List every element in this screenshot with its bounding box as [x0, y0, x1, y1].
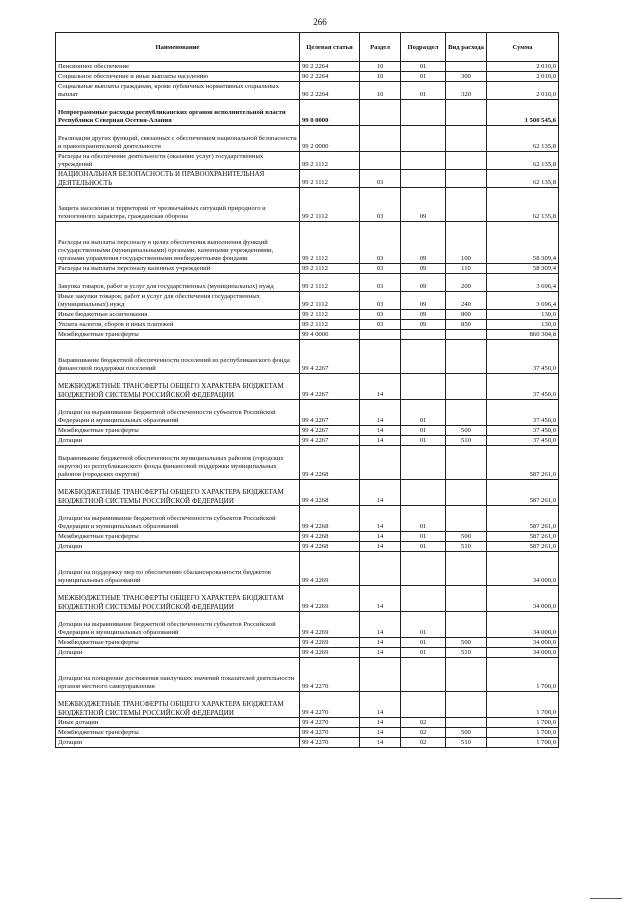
- row-subsection: [401, 126, 446, 152]
- row-target: 99 2 1112: [300, 264, 360, 274]
- row-section: [360, 552, 401, 586]
- row-expense-type: [446, 400, 487, 426]
- row-name: МЕЖБЮДЖЕТНЫЕ ТРАНСФЕРТЫ ОБЩЕГО ХАРАКТЕРА БЮДЖЕТАМ БЮДЖЕТНОЙ СИСТЕМЫ РОССИЙСКОЙ ФЕДЕРАЦИИ: [56, 692, 300, 718]
- row-subsection: [401, 374, 446, 400]
- row-name: МЕЖБЮДЖЕТНЫЕ ТРАНСФЕРТЫ ОБЩЕГО ХАРАКТЕРА БЮДЖЕТАМ БЮДЖЕТНОЙ СИСТЕМЫ РОССИЙСКОЙ ФЕДЕРАЦИИ: [56, 480, 300, 506]
- row-target: 99 4 2267: [300, 436, 360, 446]
- row-section: 10: [360, 62, 401, 72]
- row-section: 03: [360, 188, 401, 222]
- row-sum: 62 135,8: [487, 126, 559, 152]
- row-subsection: 01: [401, 612, 446, 638]
- row-name: Расходы на выплаты персоналу в целях обеспечения выполнения функций государственными (муниципальными) органами, казенными учреждениями, органами управления государственными внебюджетными фондами: [56, 222, 300, 264]
- row-sum: 34 000,0: [487, 648, 559, 658]
- row-section: 14: [360, 612, 401, 638]
- row-target: 99 4 2270: [300, 692, 360, 718]
- row-section: 03: [360, 310, 401, 320]
- row-subsection: 01: [401, 648, 446, 658]
- row-name: Защита населения и территории от чрезвычайных ситуаций природного и техногенного характера, гражданская оборона: [56, 188, 300, 222]
- row-sum: 1 700,0: [487, 718, 559, 728]
- row-name: МЕЖБЮДЖЕТНЫЕ ТРАНСФЕРТЫ ОБЩЕГО ХАРАКТЕРА БЮДЖЕТАМ БЮДЖЕТНОЙ СИСТЕМЫ РОССИЙСКОЙ ФЕДЕРАЦИИ: [56, 374, 300, 400]
- row-section: 14: [360, 374, 401, 400]
- row-target: 99 2 1112: [300, 188, 360, 222]
- row-expense-type: 500: [446, 426, 487, 436]
- row-section: 14: [360, 542, 401, 552]
- row-section: [360, 446, 401, 480]
- row-name: Дотации: [56, 648, 300, 658]
- header-row: [56, 33, 559, 62]
- row-section: 14: [360, 738, 401, 748]
- row-subsection: [401, 446, 446, 480]
- row-name: Дотации: [56, 436, 300, 446]
- row-name: МЕЖБЮДЖЕТНЫЕ ТРАНСФЕРТЫ ОБЩЕГО ХАРАКТЕРА БЮДЖЕТАМ БЮДЖЕТНОЙ СИСТЕМЫ РОССИЙСКОЙ ФЕДЕРАЦИИ: [56, 586, 300, 612]
- row-sum: 34 000,0: [487, 612, 559, 638]
- table-row: [56, 612, 559, 638]
- row-sum: 34 000,0: [487, 552, 559, 586]
- table-row: [56, 330, 559, 340]
- row-target: 99 2 1112: [300, 152, 360, 170]
- table-row: [56, 72, 559, 82]
- row-sum: 1 700,0: [487, 692, 559, 718]
- table-row: [56, 658, 559, 692]
- page-number: 266: [313, 17, 327, 27]
- row-sum: 37 450,0: [487, 426, 559, 436]
- row-subsection: 09: [401, 274, 446, 292]
- row-target: 99 4 2268: [300, 446, 360, 480]
- table-row: [56, 152, 559, 170]
- row-name: НАЦИОНАЛЬНАЯ БЕЗОПАСНОСТЬ И ПРАВООХРАНИТЕЛЬНАЯ ДЕЯТЕЛЬНОСТЬ: [56, 170, 300, 188]
- table-row: [56, 552, 559, 586]
- row-subsection: 01: [401, 532, 446, 542]
- row-sum: 2 010,0: [487, 62, 559, 72]
- table-row: [56, 170, 559, 188]
- table-row: [56, 292, 559, 310]
- row-subsection: 09: [401, 310, 446, 320]
- row-section: [360, 330, 401, 340]
- row-target: 90 2 2264: [300, 82, 360, 100]
- table-row: [56, 506, 559, 532]
- table-row: [56, 436, 559, 446]
- row-sum: 2 010,0: [487, 82, 559, 100]
- row-target: 99 4 2269: [300, 552, 360, 586]
- row-expense-type: [446, 506, 487, 532]
- row-expense-type: [446, 126, 487, 152]
- row-subsection: [401, 552, 446, 586]
- row-sum: 3 696,4: [487, 274, 559, 292]
- row-target: 99 4 2269: [300, 586, 360, 612]
- row-sum: 37 450,0: [487, 374, 559, 400]
- row-sum: 2 010,0: [487, 72, 559, 82]
- row-expense-type: 510: [446, 542, 487, 552]
- table-row: [56, 264, 559, 274]
- row-subsection: 02: [401, 738, 446, 748]
- row-section: 03: [360, 320, 401, 330]
- row-target: 99 4 2268: [300, 542, 360, 552]
- row-subsection: [401, 330, 446, 340]
- row-section: 14: [360, 718, 401, 728]
- row-sum: 58 309,4: [487, 222, 559, 264]
- row-name: Межбюджетные трансферты: [56, 330, 300, 340]
- row-subsection: 01: [401, 400, 446, 426]
- row-expense-type: [446, 100, 487, 126]
- row-name: Расходы на обеспечение деятельности (оказание услуг) государственных учреждений: [56, 152, 300, 170]
- row-expense-type: 100: [446, 222, 487, 264]
- row-subsection: [401, 152, 446, 170]
- row-name: Реализация других функций, связанных с обеспечением национальной безопасности и правоохранительной деятельности: [56, 126, 300, 152]
- row-subsection: 09: [401, 188, 446, 222]
- table-row: [56, 82, 559, 100]
- table-row: [56, 400, 559, 426]
- row-name: Дотации: [56, 542, 300, 552]
- row-target: 99 2 1112: [300, 170, 360, 188]
- row-sum: 587 261,0: [487, 480, 559, 506]
- table-row: [56, 374, 559, 400]
- row-target: 99 4 0000: [300, 330, 360, 340]
- row-name: Дотации на поддержку мер по обеспечению сбалансированности бюджетов муниципальных образований: [56, 552, 300, 586]
- row-target: 99 4 2267: [300, 374, 360, 400]
- row-expense-type: [446, 188, 487, 222]
- row-section: 14: [360, 506, 401, 532]
- table-row: [56, 100, 559, 126]
- row-expense-type: 500: [446, 638, 487, 648]
- budget-table: [55, 32, 559, 748]
- row-sum: 37 450,0: [487, 340, 559, 374]
- row-target: 99 4 2270: [300, 718, 360, 728]
- row-sum: 1 700,0: [487, 658, 559, 692]
- row-sum: 62 135,8: [487, 152, 559, 170]
- row-target: 99 0 0000: [300, 100, 360, 126]
- row-subsection: [401, 586, 446, 612]
- row-expense-type: 300: [446, 72, 487, 82]
- row-section: 03: [360, 264, 401, 274]
- row-name: Выравнивание бюджетной обеспеченности поселений из республиканского фонда финансовой поддержки поселений: [56, 340, 300, 374]
- row-expense-type: 510: [446, 436, 487, 446]
- row-sum: 587 261,0: [487, 532, 559, 542]
- row-sum: 587 261,0: [487, 446, 559, 480]
- row-expense-type: [446, 62, 487, 72]
- row-sum: 37 450,0: [487, 400, 559, 426]
- row-name: Межбюджетные трансферты: [56, 426, 300, 436]
- row-name: Межбюджетные трансферты: [56, 728, 300, 738]
- row-sum: 130,0: [487, 310, 559, 320]
- table-row: [56, 638, 559, 648]
- row-name: Иные бюджетные ассигнования: [56, 310, 300, 320]
- row-name: Социальное обеспечение и иные выплаты населению: [56, 72, 300, 82]
- table-row: [56, 728, 559, 738]
- row-subsection: 01: [401, 426, 446, 436]
- table-row: [56, 738, 559, 748]
- row-section: 14: [360, 692, 401, 718]
- row-name: Межбюджетные трансферты: [56, 532, 300, 542]
- table-row: [56, 340, 559, 374]
- row-name: Дотации на выравнивание бюджетной обеспеченности субъектов Российской Федерации и муниципальных образований: [56, 506, 300, 532]
- row-name: Дотации: [56, 738, 300, 748]
- table-row: [56, 126, 559, 152]
- row-subsection: [401, 170, 446, 188]
- row-expense-type: 800: [446, 310, 487, 320]
- row-expense-type: [446, 552, 487, 586]
- row-expense-type: [446, 692, 487, 718]
- row-expense-type: [446, 170, 487, 188]
- row-section: 14: [360, 532, 401, 542]
- row-subsection: [401, 340, 446, 374]
- row-expense-type: 110: [446, 264, 487, 274]
- table-row: [56, 542, 559, 552]
- header-target: Целевая статья: [300, 33, 360, 62]
- row-name: Непрограммные расходы республиканских органов исполнительной власти Республики Северная Осетия-Алания: [56, 100, 300, 126]
- row-expense-type: 320: [446, 82, 487, 100]
- row-target: 99 4 2269: [300, 612, 360, 638]
- row-subsection: 01: [401, 72, 446, 82]
- row-subsection: 01: [401, 82, 446, 100]
- row-section: [360, 100, 401, 126]
- row-target: 99 2 1112: [300, 292, 360, 310]
- row-section: 14: [360, 728, 401, 738]
- row-sum: 37 450,0: [487, 436, 559, 446]
- row-sum: 58 309,4: [487, 264, 559, 274]
- row-subsection: [401, 692, 446, 718]
- row-section: [360, 126, 401, 152]
- header-subsection: Подраздел: [401, 33, 446, 62]
- row-subsection: 01: [401, 436, 446, 446]
- table-body: [56, 62, 559, 748]
- row-subsection: [401, 658, 446, 692]
- row-target: 99 4 2268: [300, 532, 360, 542]
- header-sum: Сумма: [487, 33, 559, 62]
- row-target: 99 4 2267: [300, 400, 360, 426]
- header-name: Наименование: [56, 33, 300, 62]
- row-sum: 587 261,0: [487, 506, 559, 532]
- row-subsection: 09: [401, 264, 446, 274]
- row-target: 99 4 2270: [300, 738, 360, 748]
- row-expense-type: [446, 586, 487, 612]
- row-subsection: 02: [401, 718, 446, 728]
- corner-mark: [590, 898, 622, 899]
- table-row: [56, 718, 559, 728]
- row-name: Пенсионное обеспечение: [56, 62, 300, 72]
- table-row: [56, 320, 559, 330]
- row-expense-type: [446, 340, 487, 374]
- row-subsection: [401, 100, 446, 126]
- row-section: 14: [360, 480, 401, 506]
- row-target: 99 4 2269: [300, 638, 360, 648]
- header-expense-type: Вид расхода: [446, 33, 487, 62]
- row-target: 99 4 2267: [300, 426, 360, 436]
- row-name: Уплата налогов, сборов и иных платежей: [56, 320, 300, 330]
- row-subsection: 01: [401, 506, 446, 532]
- row-expense-type: 200: [446, 274, 487, 292]
- row-section: 14: [360, 648, 401, 658]
- row-expense-type: 500: [446, 532, 487, 542]
- row-sum: 587 261,0: [487, 542, 559, 552]
- row-expense-type: 500: [446, 728, 487, 738]
- row-target: 99 2 1112: [300, 222, 360, 264]
- row-sum: 3 696,4: [487, 292, 559, 310]
- row-subsection: 01: [401, 638, 446, 648]
- row-section: 14: [360, 400, 401, 426]
- row-target: 99 4 2268: [300, 506, 360, 532]
- table-row: [56, 274, 559, 292]
- table-row: [56, 446, 559, 480]
- row-section: [360, 340, 401, 374]
- row-subsection: 09: [401, 292, 446, 310]
- row-name: Иные дотации: [56, 718, 300, 728]
- row-section: 14: [360, 638, 401, 648]
- row-sum: 34 000,0: [487, 638, 559, 648]
- row-section: 14: [360, 586, 401, 612]
- row-subsection: 09: [401, 320, 446, 330]
- row-expense-type: 850: [446, 320, 487, 330]
- row-subsection: 09: [401, 222, 446, 264]
- table-row: [56, 188, 559, 222]
- row-expense-type: 510: [446, 738, 487, 748]
- row-name: Дотации на выравнивание бюджетной обеспеченности субъектов Российской Федерации и муниципальных образований: [56, 400, 300, 426]
- table-row: [56, 62, 559, 72]
- row-name: Выравнивание бюджетной обеспеченности муниципальных районов (городских округов) из республиканского фонда финансовой поддержки муниципальных районов (городских округов): [56, 446, 300, 480]
- row-section: [360, 658, 401, 692]
- row-section: 03: [360, 170, 401, 188]
- row-sum: 1 700,0: [487, 738, 559, 748]
- row-sum: 130,0: [487, 320, 559, 330]
- row-section: 03: [360, 222, 401, 264]
- table-row: [56, 222, 559, 264]
- row-expense-type: [446, 480, 487, 506]
- row-target: 99 2 1112: [300, 274, 360, 292]
- row-expense-type: [446, 612, 487, 638]
- row-section: 14: [360, 436, 401, 446]
- row-target: 90 2 2264: [300, 72, 360, 82]
- row-target: 99 4 2270: [300, 728, 360, 738]
- table-row: [56, 310, 559, 320]
- row-section: 14: [360, 426, 401, 436]
- row-name: Расходы на выплаты персоналу казенных учреждений: [56, 264, 300, 274]
- table-row: [56, 692, 559, 718]
- row-target: 99 2 1112: [300, 320, 360, 330]
- table-row: [56, 648, 559, 658]
- row-name: Дотации на выравнивание бюджетной обеспеченности субъектов Российской Федерации и муниципальных образований: [56, 612, 300, 638]
- table-row: [56, 480, 559, 506]
- row-sum: 34 000,0: [487, 586, 559, 612]
- row-target: 99 4 2269: [300, 648, 360, 658]
- row-expense-type: [446, 330, 487, 340]
- row-subsection: 01: [401, 62, 446, 72]
- row-expense-type: 240: [446, 292, 487, 310]
- row-expense-type: [446, 658, 487, 692]
- row-sum: 62 135,8: [487, 188, 559, 222]
- row-name: Межбюджетные трансферты: [56, 638, 300, 648]
- row-subsection: 02: [401, 728, 446, 738]
- row-subsection: [401, 480, 446, 506]
- row-name: Закупка товаров, работ и услуг для государственных (муниципальных) нужд: [56, 274, 300, 292]
- row-section: 10: [360, 82, 401, 100]
- row-expense-type: [446, 446, 487, 480]
- row-sum: 62 135,8: [487, 170, 559, 188]
- row-name: Иные закупки товаров, работ и услуг для обеспечения государственных (муниципальных) нужд: [56, 292, 300, 310]
- row-section: [360, 152, 401, 170]
- row-target: 99 2 1112: [300, 310, 360, 320]
- header-section: Раздел: [360, 33, 401, 62]
- row-sum: 860 304,8: [487, 330, 559, 340]
- row-expense-type: [446, 152, 487, 170]
- row-section: 03: [360, 274, 401, 292]
- row-expense-type: 510: [446, 648, 487, 658]
- row-subsection: 01: [401, 542, 446, 552]
- row-sum: 1 700,0: [487, 728, 559, 738]
- table-row: [56, 532, 559, 542]
- row-target: 99 4 2270: [300, 658, 360, 692]
- row-expense-type: [446, 374, 487, 400]
- row-target: 99 4 2268: [300, 480, 360, 506]
- row-target: 99 4 2267: [300, 340, 360, 374]
- table-row: [56, 586, 559, 612]
- row-expense-type: [446, 718, 487, 728]
- row-target: 99 2 0000: [300, 126, 360, 152]
- row-target: 90 2 2264: [300, 62, 360, 72]
- table-row: [56, 426, 559, 436]
- row-name: Социальные выплаты гражданам, кроме публичных нормативных социальных выплат: [56, 82, 300, 100]
- row-section: 03: [360, 292, 401, 310]
- row-section: 10: [360, 72, 401, 82]
- row-sum: 1 500 545,6: [487, 100, 559, 126]
- row-name: Дотации на поощрение достижения наилучших значений показателей деятельности органов местного самоуправления: [56, 658, 300, 692]
